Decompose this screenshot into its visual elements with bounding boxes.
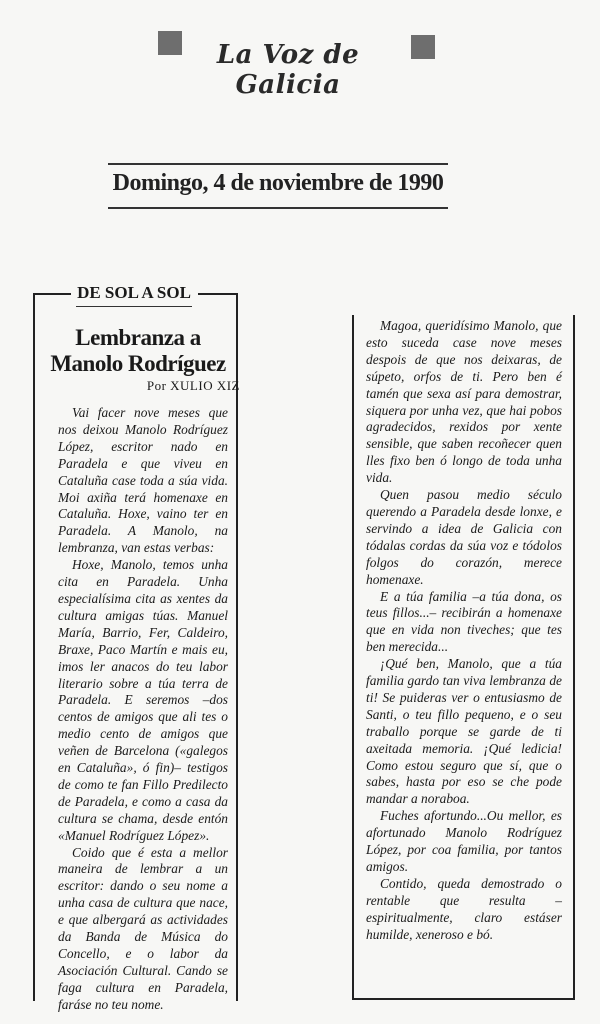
paragraph: Magoa, queridísimo Manolo, que esto suceda case nove meses despois de que nos deixaras, de súpeto, orfos de ti. Pero ben é tamén que sexa así para demostrar, siquera por unha vez, que hai pobos agradecidos, rexidos por xente sensible, que saben recoñecer quen lles fixo ben ó longo de toda unha vida.: [366, 318, 562, 486]
publication-date: Domingo, 4 de noviembre de 1990: [112, 170, 444, 196]
paragraph: Vai facer nove meses que nos deixou Manolo Rodríguez López, escritor nado en Paradela e que viveu en Cataluña case toda a súa vida. Moi axiña terá homenaxe en Cataluña. Hoxe, vaino ter en Paradela. A Manolo, na lembranza, van estas verbas:: [58, 405, 228, 556]
headline-line-1: Lembranza a: [75, 325, 201, 350]
paragraph: Quen pasou medio século querendo a Paradela desde lonxe, e servindo a idea de Galicia con tódalas cordas da súa voz e tódolos folgos do corazón, merece homenaxe.: [366, 487, 562, 587]
masthead-right-square: [411, 35, 435, 59]
byline: Por XULIO XIZ: [146, 378, 240, 393]
paragraph: Coido que é esta a mellor maneira de lembrar a un escritor: dando o seu nome a unha casa de cultura que nace, e que albergará as actividades da Banda de Música do Concello, e o labor da Asociación Cultural. Cando se faga cultura en Paradela, faráse no teu nome.: [58, 844, 228, 1012]
paragraph: Fuches afortundo...Ou mellor, es afortunado Manolo Rodríguez López, por coa familia, por tantos amigos.: [366, 808, 562, 874]
section-label: DE SOL A SOL: [77, 283, 191, 302]
date-rule-top: [108, 163, 448, 165]
masthead-left-square: [158, 31, 182, 55]
date-rule-bottom: [108, 207, 448, 209]
paragraph: Contido, queda demostrado o rentable que resulta –espiritualmente, claro estáser humilde, xeneroso e bó.: [366, 875, 562, 942]
headline-line-2: Manolo Rodríguez: [50, 351, 226, 376]
section-underline: [76, 306, 192, 307]
paragraph: Hoxe, Manolo, temos unha cita en Paradela. Unha especialísima cita as xentes da cultura amigas túas. Manuel María, Barrio, Fer, Caldeiro, Braxe, Paco Martín e mais eu, imos ler anacos do teu labor literario sobre a túa terra de Paradela. E seremos –dos centos de amigos que ali tes o medio cento de amigos que veñen de Barcelona («galegos en Cataluña», ó fin)– testigos de como te fan Fillo Predilecto de Paradela, e como a casa da cultura se chama, desde entón «Manuel Rodríguez López».: [58, 557, 228, 843]
paragraph: E a túa familia –a túa dona, os teus fillos...– recibirán a homenaxe que en vida non tiveches; que tes ben merecida...: [366, 588, 562, 655]
article-column-1: [58, 405, 228, 1014]
article-column-2: [366, 318, 562, 944]
paragraph: ¡Qué ben, Manolo, que a túa familia gardo tan viva lembranza de ti! Se puideras ver o entusiasmo de Santi, o teu fillo pequeno, e o seu traballo porque se garde de ti axeitada memoria. ¡Qué ledicia! Como estou seguro que sí, que o sabes, hasta por eso se che pode mandar a noraboa.: [366, 656, 562, 807]
newspaper-masthead: La Voz de Galicia: [216, 40, 360, 100]
article-headline: [40, 325, 236, 377]
